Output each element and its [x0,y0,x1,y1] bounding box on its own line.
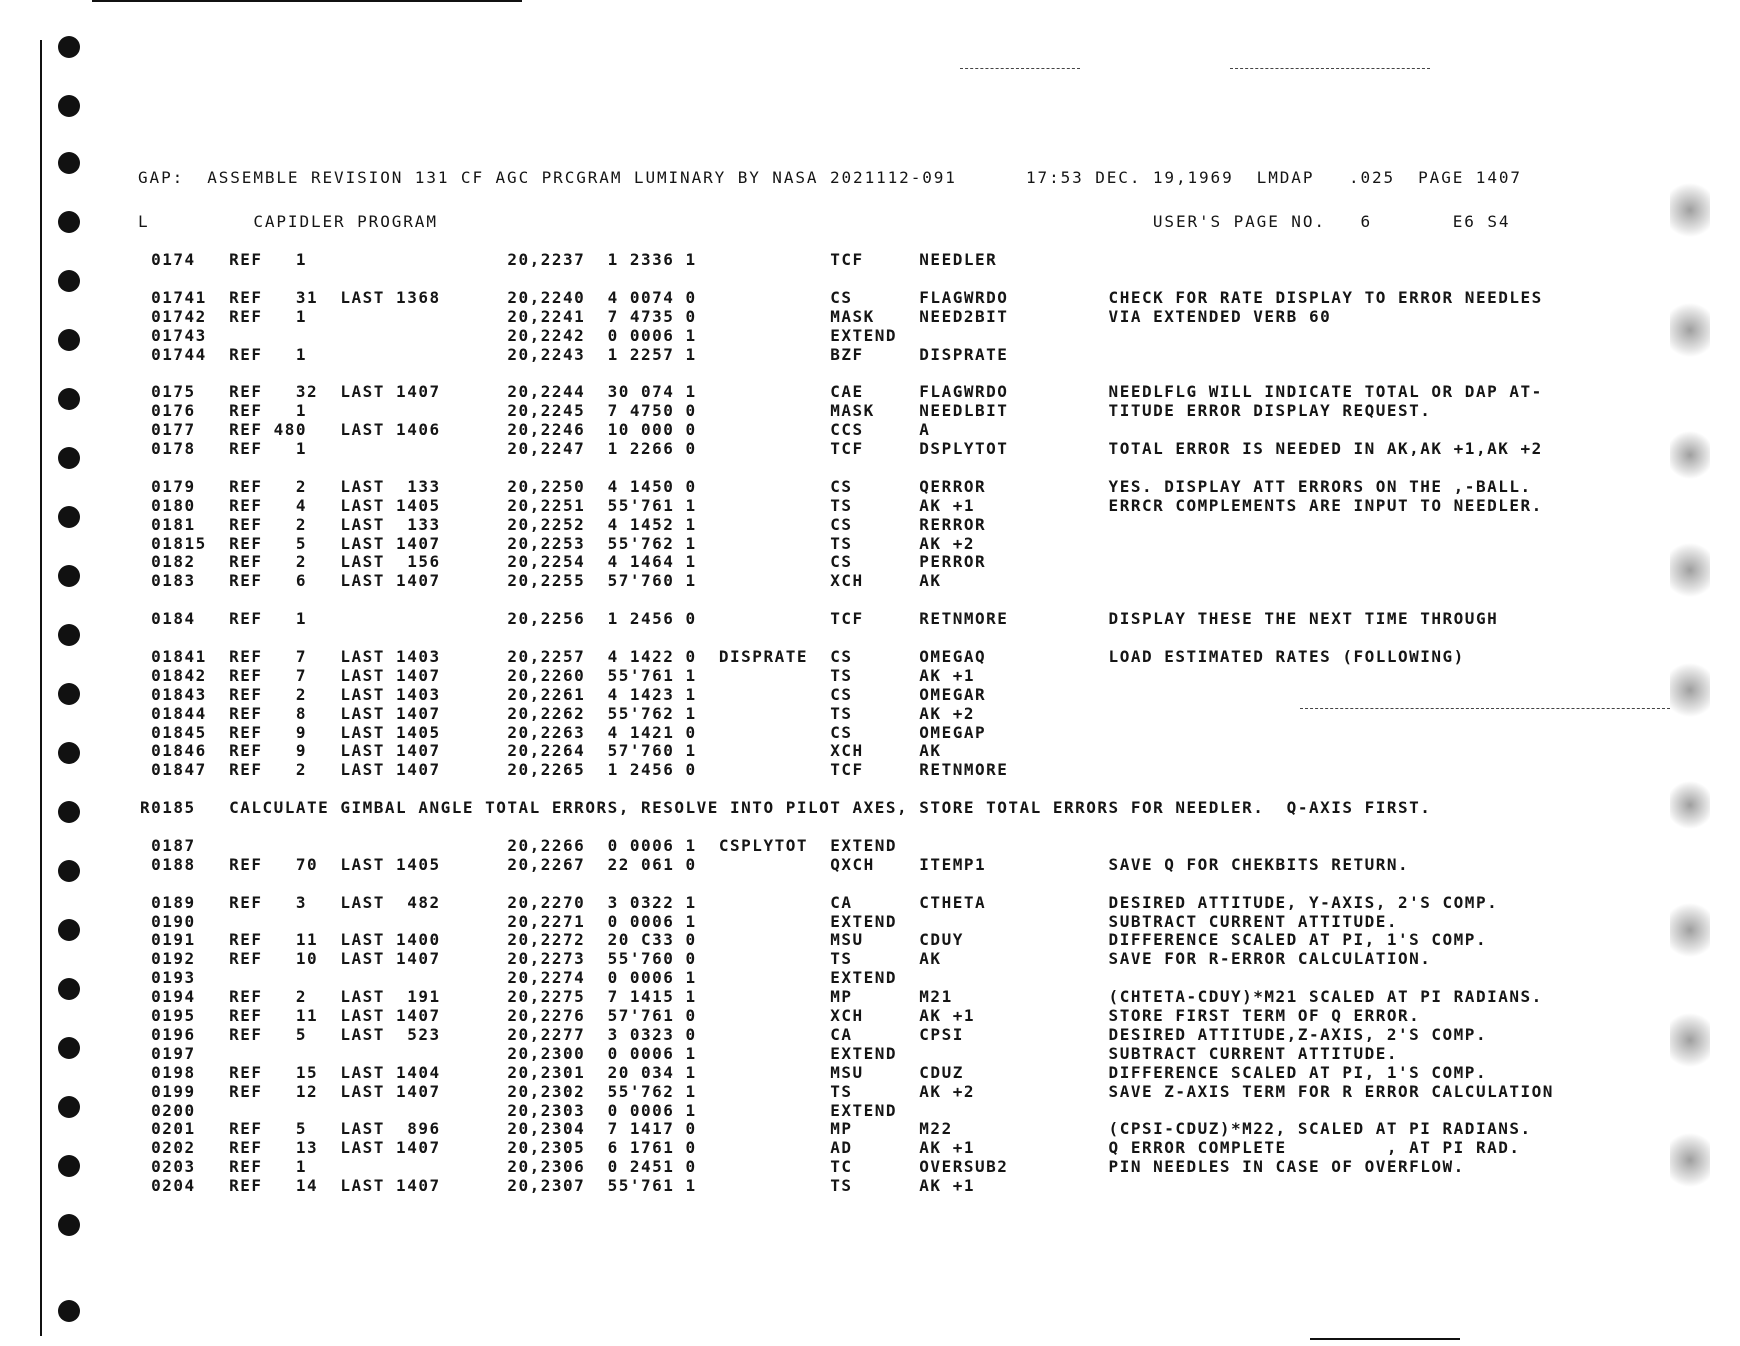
listing-row: 0201 REF 5 LAST 896 20,2304 7 1417 0 MP M22 (CPSI-CDUZ)*M22, SCALED AT PI RADIANS. [140,1119,1532,1139]
listing-row: 01844 REF 8 LAST 1407 20,2262 55'762 1 TS AK +2 [140,703,975,723]
scan-artifact [1670,540,1710,600]
punch-hole [58,152,80,174]
listing-header: GAP: ASSEMBLE REVISION 131 CF AGC PRCGRAM LUMINARY BY NASA 2021112-091 17:53 DEC. 19,1969 LMDAP .025 PAGE 1407 [138,168,1522,187]
punch-hole [58,801,80,823]
punch-hole [58,683,80,705]
listing-row: 01843 REF 2 LAST 1403 20,2261 4 1423 1 CS OMEGAR [140,684,987,704]
listing-row: 0177 REF 480 LAST 1406 20,2246 10 000 0 CCS A [140,420,931,440]
listing-row: 0179 REF 2 LAST 133 20,2250 4 1450 0 CS QERROR YES. DISPLAY ATT ERRORS ON THE ,-BALL. [140,476,1532,496]
listing-row: 0178 REF 1 20,2247 1 2266 0 TCF DSPLYTOT TOTAL ERROR IS NEEDED IN AK,AK +1,AK +2 [140,439,1543,458]
listing-row: 0187 20,2266 0 0006 1 CSPLYTOT EXTEND [140,835,898,855]
listing-row: 0183 REF 6 LAST 1407 20,2255 57'760 1 XCH AK [140,571,942,591]
scan-artifact [1670,300,1710,360]
scan-artifact [1670,1010,1710,1070]
remark-line: R0185 CALCULATE GIMBAL ANGLE TOTAL ERRORS, RESOLVE INTO PILOT AXES, STORE TOTAL ERRORS FOR NEEDLER. Q-AXIS FIRST. [140,798,1432,818]
listing-row: 0182 REF 2 LAST 156 20,2254 4 1464 1 CS PERROR [140,552,987,572]
punch-hole [58,329,80,351]
scan-artifact [1670,660,1710,720]
listing-row: 0181 REF 2 LAST 133 20,2252 4 1452 1 CS RERROR [140,514,987,534]
assembly-listing [140,251,1580,1251]
top-rule [92,0,522,2]
listing-row: 0195 REF 11 LAST 1407 20,2276 57'761 0 XCH AK +1 STORE FIRST TERM OF Q ERROR. [140,1006,1421,1025]
listing-row: 0199 REF 12 LAST 1407 20,2302 55'762 1 TS AK +2 SAVE Z-AXIS TERM FOR R ERROR CALCULATION [140,1081,1554,1101]
listing-row: 01845 REF 9 LAST 1405 20,2263 4 1421 0 CS OMEGAP [140,722,987,742]
punch-hole [58,1155,80,1177]
listing-row: 01741 REF 31 LAST 1368 20,2240 4 0074 0 CS FLAGWRDO CHECK FOR RATE DISPLAY TO ERROR NEEDLES [140,287,1543,307]
punch-hole [58,919,80,941]
listing-row: 0191 REF 11 LAST 1400 20,2272 20 C33 0 MSU CDUY DIFFERENCE SCALED AT PI, 1'S COMP. [140,930,1488,950]
punch-hole [58,624,80,646]
punch-hole [58,506,80,528]
scan-artifact [1670,180,1710,240]
listing-row: 0203 REF 1 20,2306 0 2451 0 TC OVERSUB2 PIN NEEDLES IN CASE OF OVERFLOW. [140,1157,1465,1177]
listing-row: 0188 REF 70 LAST 1405 20,2267 22 061 0 QXCH ITEMP1 SAVE Q FOR CHEKBITS RETURN. [140,854,1410,874]
listing-row: 01815 REF 5 LAST 1407 20,2253 55'762 1 TS AK +2 [140,533,975,553]
bottom-rule [1310,1338,1460,1340]
punch-hole [58,95,80,117]
listing-row: 0202 REF 13 LAST 1407 20,2305 6 1761 0 AD AK +1 Q ERROR COMPLETE , AT PI RAD. [140,1138,1521,1158]
listing-row: 0196 REF 5 LAST 523 20,2277 3 0323 0 CA CPSI DESIRED ATTITUDE,Z-AXIS, 2'S COMP. [140,1024,1488,1044]
scan-artifact [960,68,1080,69]
listing-row: 0194 REF 2 LAST 191 20,2275 7 1415 1 MP M21 (CHTETA-CDUY)*M21 SCALED AT PI RADIANS. [140,987,1543,1007]
listing-row: 0193 20,2274 0 0006 1 EXTEND [140,968,898,988]
listing-row: 0174 REF 1 20,2237 1 2336 1 TCF NEEDLER [140,250,998,269]
punch-hole [58,860,80,882]
listing-row: 0192 REF 10 LAST 1407 20,2273 55'760 0 TS AK SAVE FOR R-ERROR CALCULATION. [140,949,1432,969]
punch-hole [58,1096,80,1118]
punch-hole [58,565,80,587]
listing-row: 0190 20,2271 0 0006 1 EXTEND SUBTRACT CURRENT ATTITUDE. [140,911,1399,931]
listing-row: 01743 20,2242 0 0006 1 EXTEND [140,325,898,345]
listing-row: 01841 REF 7 LAST 1403 20,2257 4 1422 0 DISPRATE CS OMEGAQ LOAD ESTIMATED RATES (FOLLOWING) [140,646,1465,666]
punch-hole [58,1037,80,1059]
scan-artifact [1670,900,1710,960]
program-title-line: L CAPIDLER PROGRAM USER'S PAGE NO. 6 E6 S4 [138,212,1511,231]
binder-margin-line [40,40,42,1336]
punch-hole [58,388,80,410]
punch-hole [58,978,80,1000]
listing-row: 01846 REF 9 LAST 1407 20,2264 57'760 1 XCH AK [140,741,942,761]
listing-row: 0197 20,2300 0 0006 1 EXTEND SUBTRACT CURRENT ATTITUDE. [140,1043,1399,1063]
punch-hole [58,36,80,58]
punch-hole [58,447,80,469]
punch-hole [58,1300,80,1322]
listing-row: 0198 REF 15 LAST 1404 20,2301 20 034 1 MSU CDUZ DIFFERENCE SCALED AT PI, 1'S COMP. [140,1062,1488,1082]
listing-row: 0175 REF 32 LAST 1407 20,2244 30 074 1 CAE FLAGWRDO NEEDLFLG WILL INDICATE TOTAL OR DAP AT- [140,382,1543,402]
listing-row: 0184 REF 1 20,2256 1 2456 0 TCF RETNMORE DISPLAY THESE THE NEXT TIME THROUGH [140,609,1499,629]
punch-hole [58,211,80,233]
listing-row: 0200 20,2303 0 0006 1 EXTEND [140,1100,898,1120]
listing-row: 0176 REF 1 20,2245 7 4750 0 MASK NEEDLBIT TITUDE ERROR DISPLAY REQUEST. [140,401,1432,421]
scan-artifact [1670,1130,1710,1190]
listing-row: 01842 REF 7 LAST 1407 20,2260 55'761 1 TS AK +1 [140,665,975,685]
listing-row: 0180 REF 4 LAST 1405 20,2251 55'761 1 TS AK +1 ERRCR COMPLEMENTS ARE INPUT TO NEEDLER. [140,495,1543,515]
punch-hole [58,270,80,292]
punch-hole [58,742,80,764]
listing-row: 0204 REF 14 LAST 1407 20,2307 55'761 1 TS AK +1 [140,1176,975,1196]
scan-artifact [1670,430,1710,480]
listing-row: 01744 REF 1 20,2243 1 2257 1 BZF DISPRATE [140,344,1009,364]
scan-artifact [1230,68,1430,69]
listing-row: 01742 REF 1 20,2241 7 4735 0 MASK NEED2BIT VIA EXTENDED VERB 60 [140,306,1332,326]
punch-hole [58,1214,80,1236]
listing-row: 0189 REF 3 LAST 482 20,2270 3 0322 1 CA CTHETA DESIRED ATTITUDE, Y-AXIS, 2'S COMP. [140,892,1499,912]
scan-artifact [1670,780,1710,830]
listing-row: 01847 REF 2 LAST 1407 20,2265 1 2456 0 TCF RETNMORE [140,760,1009,780]
